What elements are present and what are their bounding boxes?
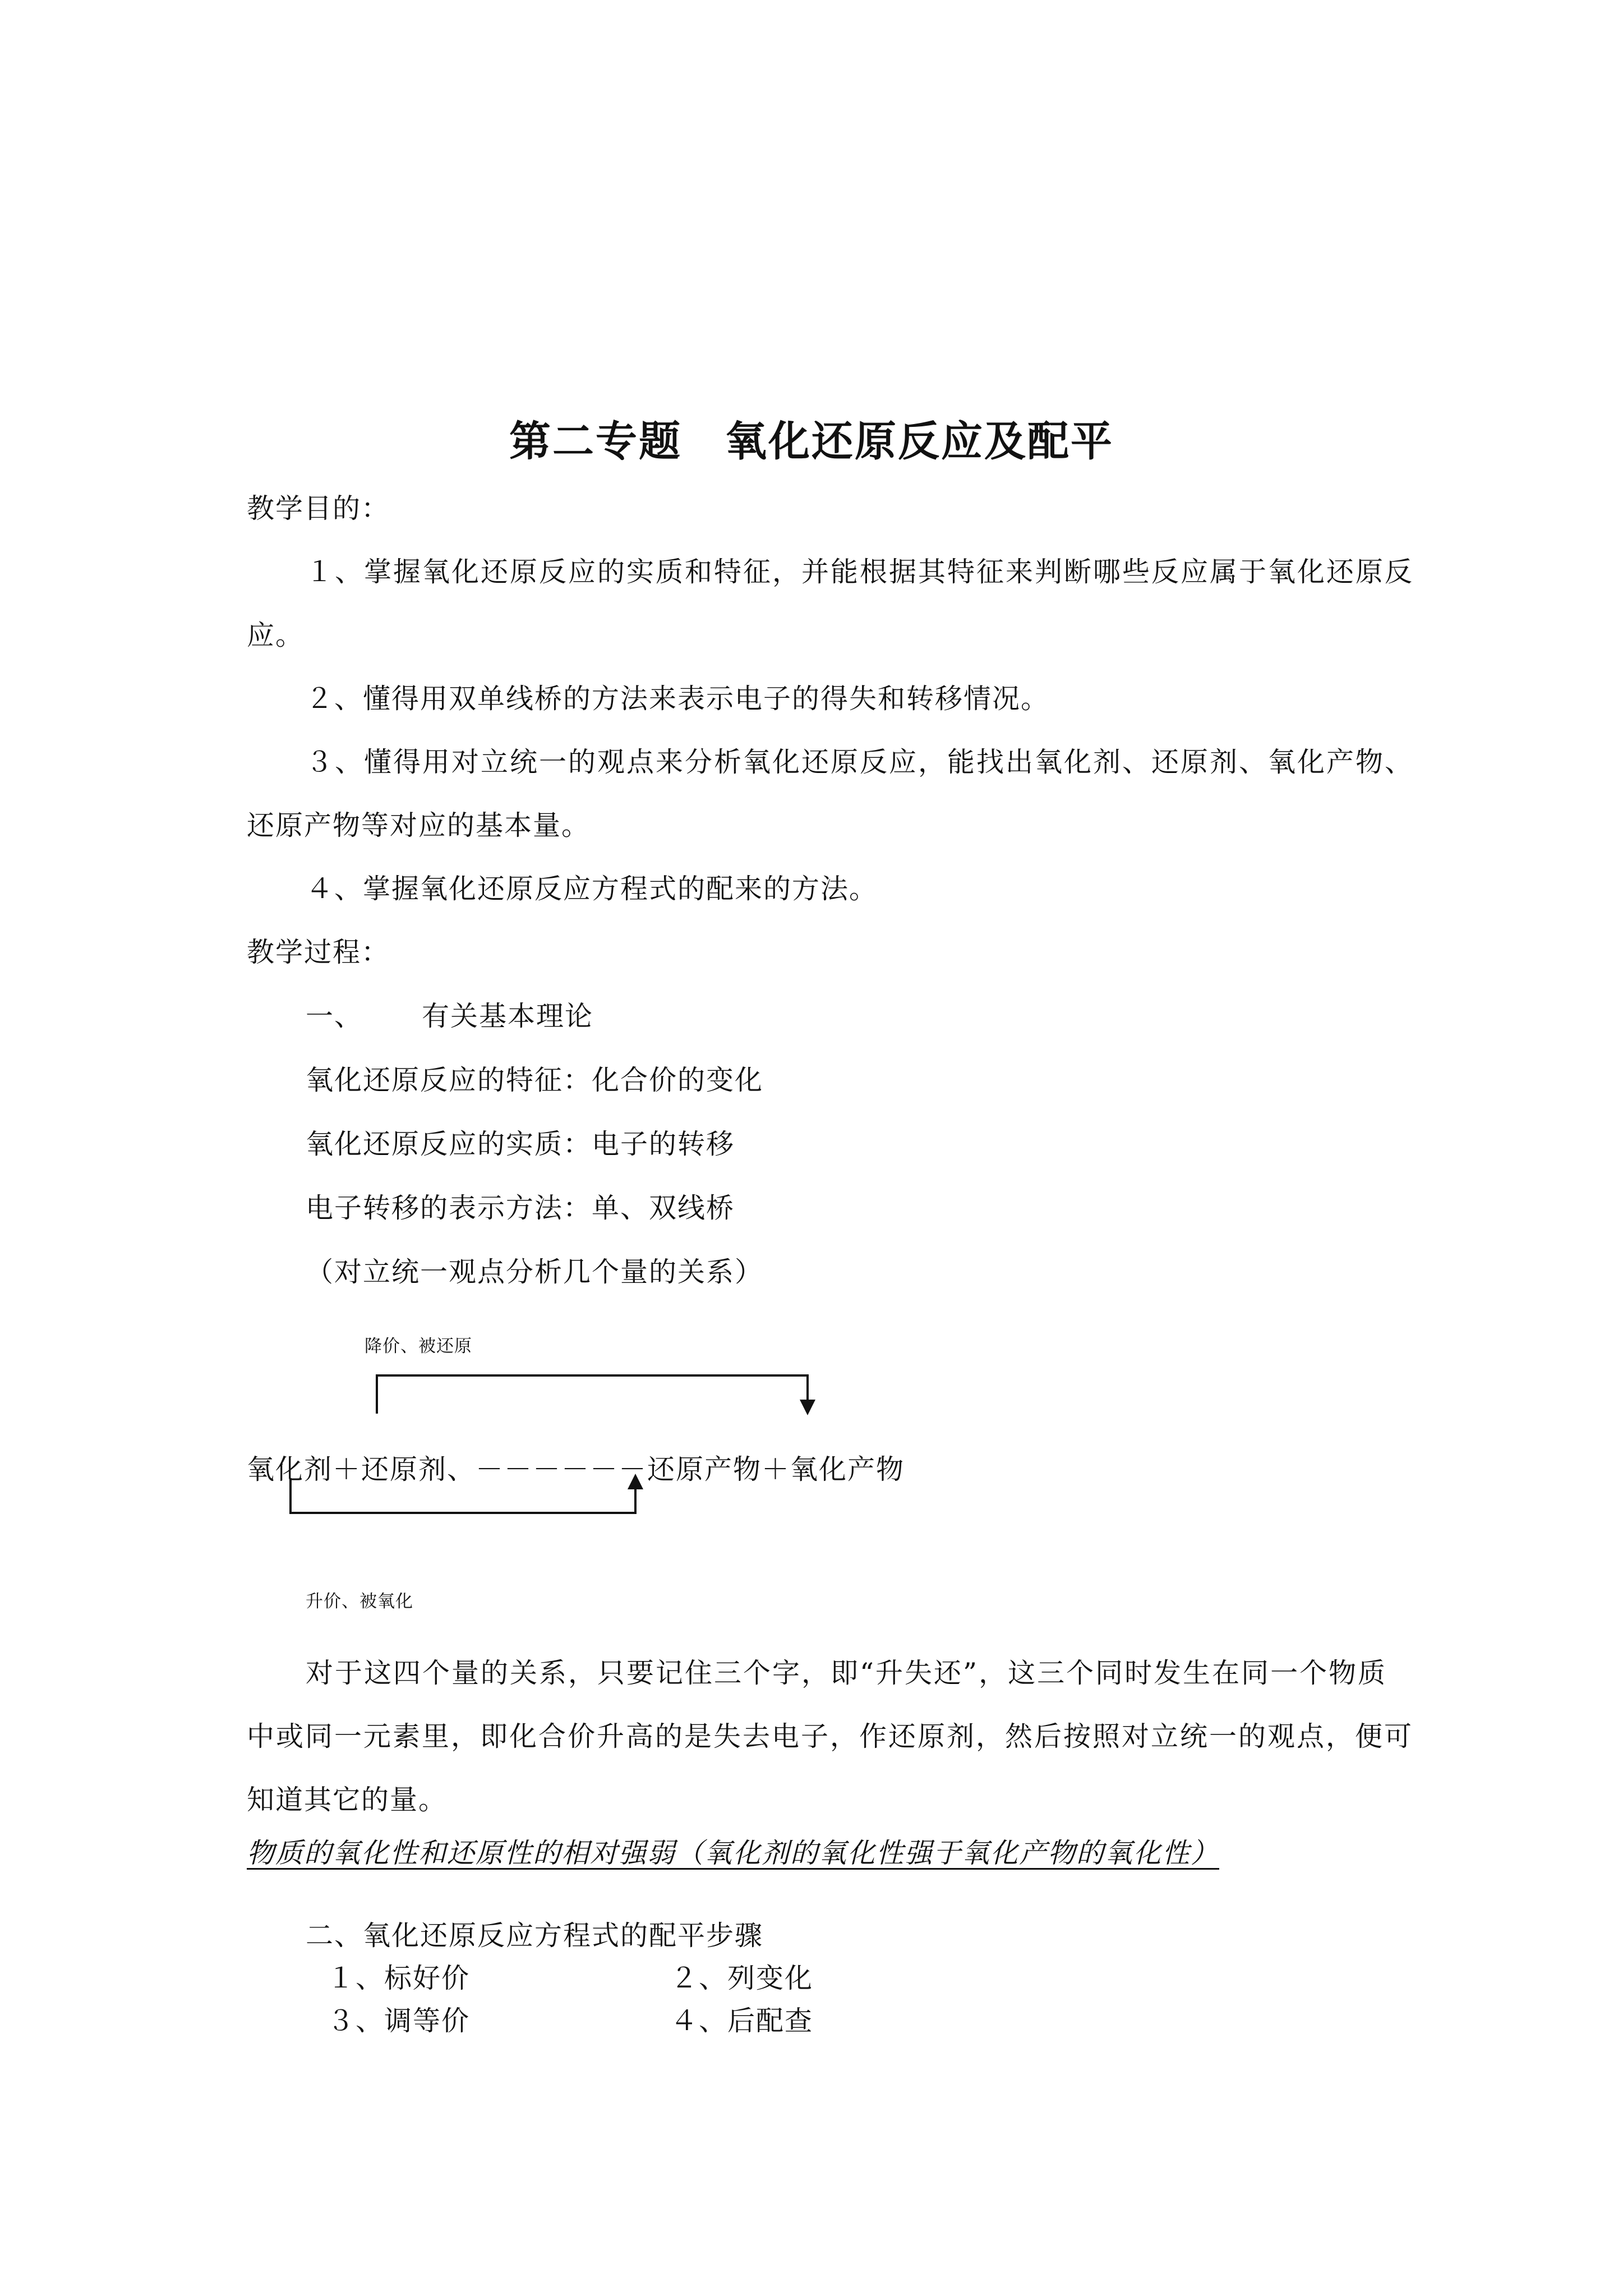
reduction-bridge (377, 1375, 808, 1414)
transfer-method-line: 电子转移的表示方法：单、双线桥 (306, 1192, 735, 1224)
objective-3-line-2: 还原产物等对应的基本量。 (247, 809, 591, 841)
objective-1-line-1: １、掌握氧化还原反应的实质和特征，并能根据其特征来判断哪些反应属于氧化还原反 (306, 556, 1414, 588)
page-title: 第二专题 氧化还原反应及配平 (509, 417, 1114, 466)
step-3: ３、调等价 (327, 2005, 471, 2037)
process-heading: 教学过程： (247, 936, 390, 968)
reduction-label: 降价、被还原 (365, 1336, 472, 1356)
section-2-title: 二、氧化还原反应方程式的配平步骤 (306, 1920, 764, 1952)
step-1: １、标好价 (327, 1962, 471, 1994)
step-2: ２、列变化 (670, 1962, 814, 1994)
feature-line: 氧化还原反应的特征：化合价的变化 (306, 1064, 764, 1096)
explanation-line-2: 中或同一元素里，即化合价升高的是失去电子，作还原剂，然后按照对立统一的观点，便可 (247, 1720, 1414, 1752)
explanation-line-1: 对于这四个量的关系，只要记住三个字，即“升失还”，这三个同时发生在同一个物质 (306, 1657, 1387, 1689)
objective-3-line-1: ３、懂得用对立统一的观点来分析氧化还原反应，能找出氧化剂、还原剂、氧化产物、 (306, 746, 1414, 778)
reduction-arrowhead (800, 1400, 815, 1415)
objective-1-line-2: 应。 (247, 619, 305, 651)
essence-line: 氧化还原反应的实质：电子的转移 (306, 1128, 735, 1160)
objective-4: ４、掌握氧化还原反应方程式的配来的方法。 (306, 873, 878, 905)
reaction-equation: 氧化剂＋还原剂、－－－－－－还原产物＋氧化产物 (247, 1453, 905, 1485)
relation-note: （对立统一观点分析几个量的关系） (306, 1256, 764, 1288)
relative-strength-note: 物质的氧化性和还原性的相对强弱（氧化剂的氧化性强于氧化产物的氧化性） (247, 1837, 1220, 1869)
explanation-line-3: 知道其它的量。 (247, 1784, 448, 1816)
objective-2: ２、懂得用双单线桥的方法来表示电子的得失和转移情况。 (306, 683, 1050, 715)
section-1-title: 有关基本理论 (422, 1000, 594, 1032)
objectives-heading: 教学目的： (247, 493, 390, 524)
oxidation-label: 升价、被氧化 (306, 1591, 413, 1612)
section-1-number: 一、 (306, 1000, 363, 1032)
step-4: ４、后配查 (670, 2005, 814, 2037)
